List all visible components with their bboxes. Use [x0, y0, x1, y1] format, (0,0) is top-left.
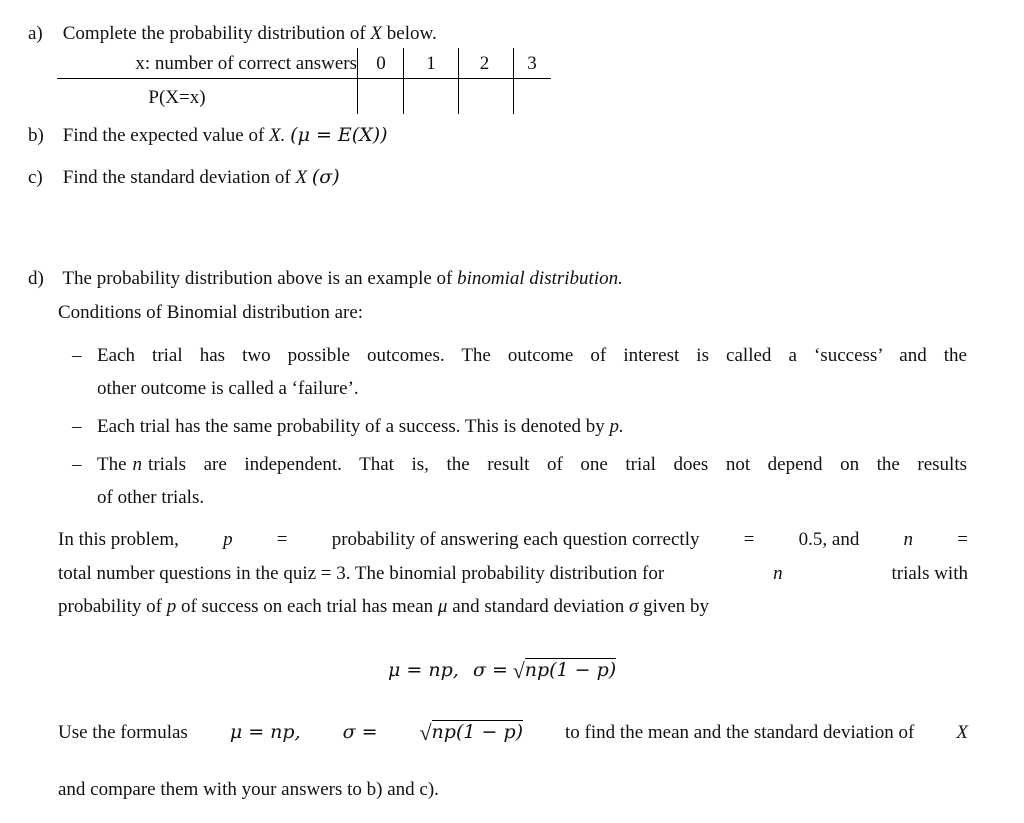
- part-b-text: Find the expected value of: [62, 125, 265, 146]
- problem-l2-b: trials with: [891, 563, 968, 584]
- use-mu: μ = np,: [229, 721, 301, 743]
- part-d-emph: binomial distribution.: [457, 268, 623, 289]
- table-col-0: 0: [376, 53, 386, 74]
- bullet-3-dash: –: [72, 454, 82, 475]
- bullet-2-dash: –: [72, 416, 82, 437]
- display-mu: μ = np,: [388, 659, 459, 681]
- problem-line-3: [58, 597, 709, 616]
- table-col-2: 2: [479, 53, 490, 74]
- use-sqrt: √np(1 − p): [419, 721, 524, 745]
- bullet-2-line: [97, 417, 624, 436]
- problem-l3-a: probability of: [58, 596, 162, 617]
- part-b-label: b): [28, 125, 44, 146]
- bullet-1-line2: other outcome is called a ‘failure’.: [97, 378, 359, 399]
- problem-l3-d: given by: [643, 596, 710, 617]
- table-col-1: 1: [426, 53, 436, 74]
- part-c-line: [28, 168, 340, 187]
- part-c-formula: (σ): [311, 166, 340, 188]
- part-d-label: d): [28, 268, 44, 289]
- problem-l1-n: n: [903, 529, 914, 550]
- part-c-var: X: [295, 167, 308, 188]
- bullet-2-text: Each trial has the same probability of a success. This is denoted by: [97, 416, 605, 437]
- problem-l1-a: In this problem,: [58, 529, 179, 550]
- table-vline-1: [357, 48, 358, 114]
- problem-l3-mu: μ: [437, 596, 448, 617]
- table-row2-header: P(X=x): [148, 87, 206, 108]
- bullet-3-text-b: trials are independent. That is, the result of one trial does not depend on the results: [148, 454, 967, 475]
- use-text-b: to find the mean and the standard deviation of: [565, 722, 915, 743]
- part-a-text-after: below.: [386, 23, 437, 44]
- part-b-formula: (μ = E(X)): [290, 124, 388, 146]
- problem-l3-c: and standard deviation: [452, 596, 625, 617]
- display-sigma: σ =: [473, 659, 508, 681]
- problem-l1-eq2: =: [743, 529, 755, 550]
- part-b-var: X.: [269, 125, 286, 146]
- conditions-heading: Conditions of Binomial distribution are:: [58, 302, 364, 323]
- part-a-var: X: [370, 23, 383, 44]
- problem-line-1: [58, 530, 968, 549]
- problem-l1-c: 0.5, and: [798, 529, 860, 550]
- bullet-2-var: p.: [609, 416, 624, 437]
- table-row-divider: [57, 78, 551, 79]
- problem-l3-p: p: [166, 596, 177, 617]
- bullet-3-line2: of other trials.: [97, 487, 205, 508]
- problem-line-2: [58, 564, 968, 583]
- problem-l1-eq1: =: [276, 529, 288, 550]
- use-line: [58, 720, 968, 743]
- problem-l3-sigma: σ: [628, 596, 639, 617]
- table-vline-4: [513, 48, 514, 114]
- problem-l1-p: p: [223, 529, 233, 550]
- use-var: X: [956, 722, 968, 743]
- part-a-text: Complete the probability distribution of: [62, 23, 366, 44]
- display-formula: [388, 658, 616, 681]
- use-text-a: Use the formulas: [58, 722, 188, 743]
- part-c-label: c): [28, 167, 43, 188]
- bullet-3-line1: [97, 455, 967, 474]
- sqrt-symbol: √np(1 − p): [512, 659, 617, 683]
- table-col-3: 3: [527, 53, 537, 74]
- problem-l3-b: of success on each trial has mean: [180, 596, 434, 617]
- part-d-text: The probability distribution above is an example of: [62, 268, 453, 289]
- bullet-3-var: n: [132, 454, 143, 475]
- problem-l2-a: total number questions in the quiz = 3. The binomial probability distribution for: [58, 563, 665, 584]
- bullet-3-text-a: The: [97, 454, 127, 475]
- display-radicand: np(1 − p): [524, 659, 617, 681]
- use-sigma: σ =: [342, 721, 378, 743]
- problem-l2-n: n: [773, 563, 783, 584]
- part-d-line: [28, 269, 623, 288]
- table-row1-header: x: number of correct answers: [135, 53, 357, 74]
- use-radicand: np(1 − p): [431, 721, 524, 743]
- problem-l1-eq3: =: [957, 529, 968, 550]
- compare-line: and compare them with your answers to b) and c).: [58, 779, 439, 800]
- part-a-label: a): [28, 23, 43, 44]
- table-vline-2: [403, 48, 404, 114]
- bullet-1-line1: Each trial has two possible outcomes. The outcome of interest is called a ‘success’ and the: [97, 345, 967, 366]
- table-vline-3: [458, 48, 459, 114]
- part-c-text: Find the standard deviation of: [62, 167, 291, 188]
- part-b-line: [28, 126, 388, 145]
- part-a-line: [28, 24, 437, 43]
- problem-l1-b: probability of answering each question correctly: [331, 529, 700, 550]
- bullet-1-dash: –: [72, 345, 82, 366]
